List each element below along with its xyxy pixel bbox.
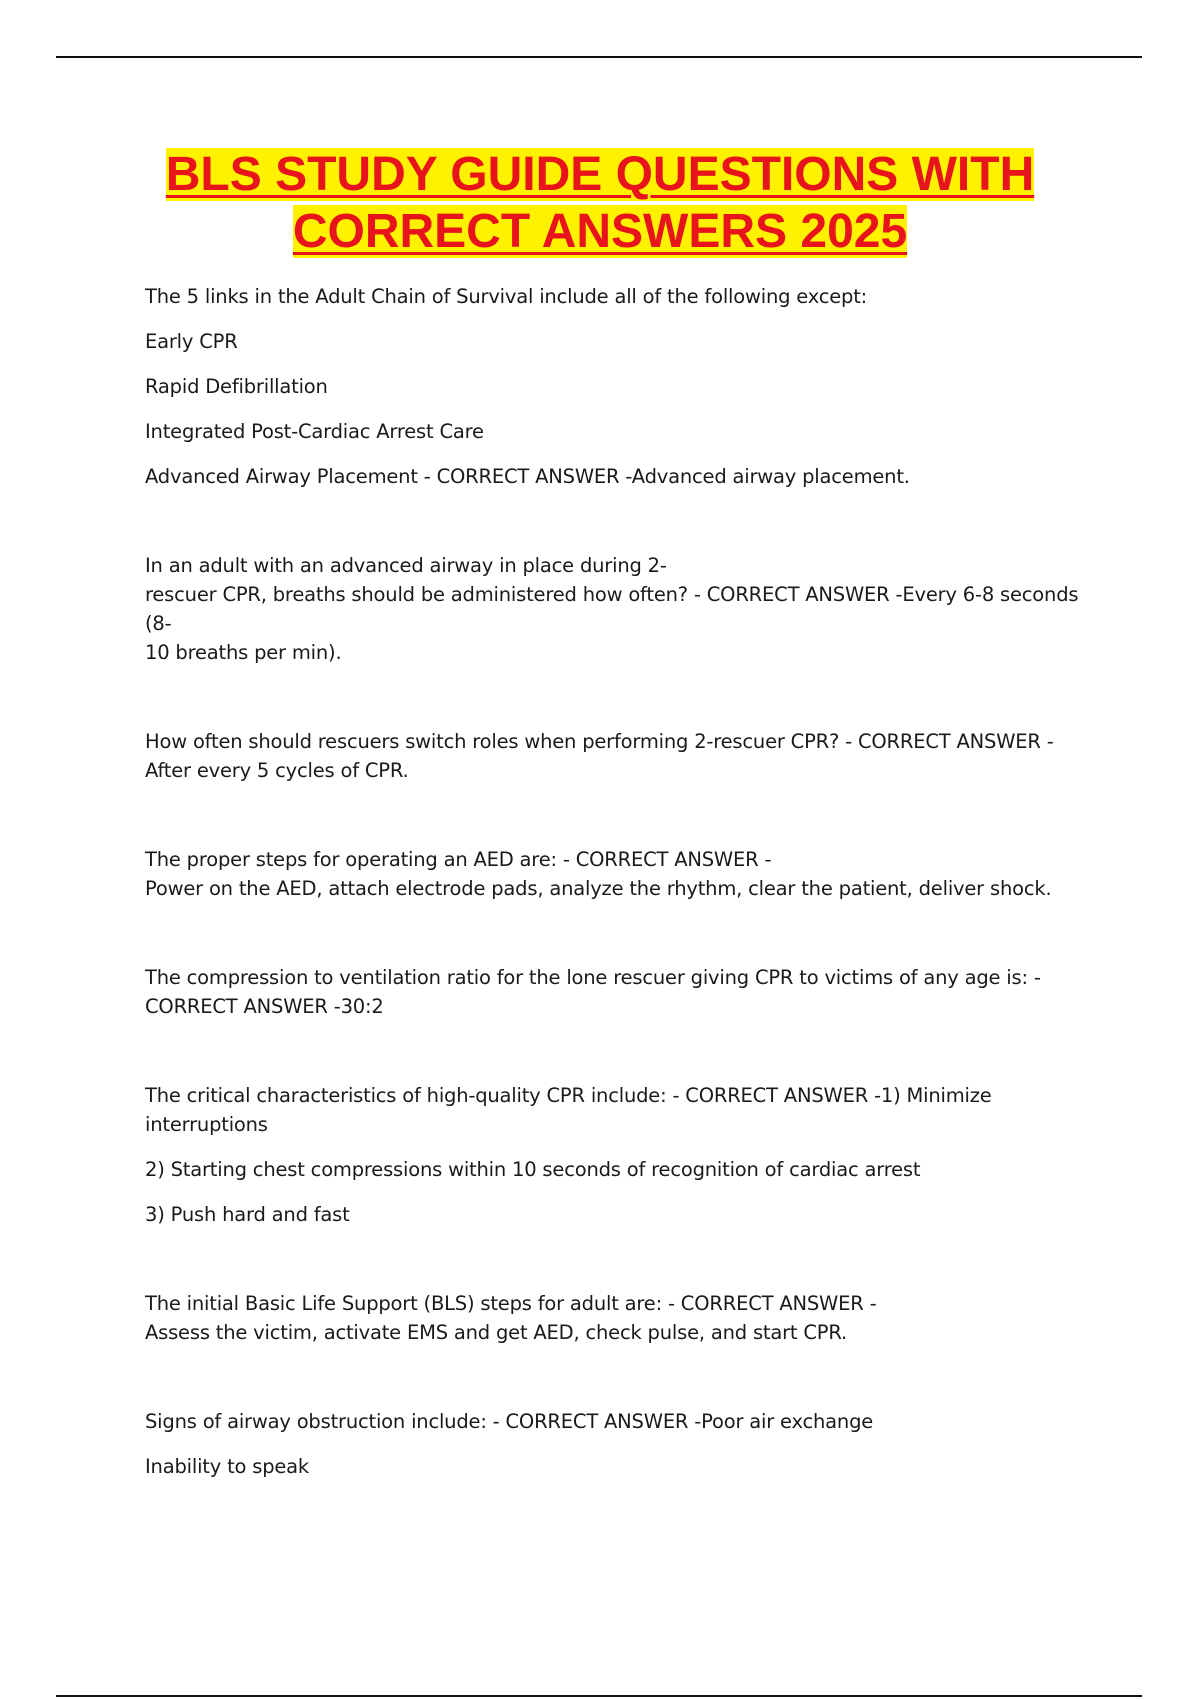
question-block-5	[145, 963, 1085, 1021]
question-text: The 5 links in the Adult Chain of Survival include all of the following except:	[145, 285, 868, 308]
question-block-8	[145, 1407, 1085, 1481]
question-answer-text: The compression to ventilation ratio for the lone rescuer giving CPR to victims of any age is: - CORRECT ANSWER -30:2	[145, 966, 1041, 1018]
answer-item: 2) Starting chest compressions within 10 seconds of recognition of cardiac arrest	[145, 1158, 921, 1181]
footer-rule	[56, 1695, 1142, 1697]
answer-item: Inability to speak	[145, 1455, 310, 1478]
document-body	[145, 282, 1085, 1541]
option-text: Early CPR	[145, 330, 238, 353]
question-block-7	[145, 1289, 1085, 1347]
answer-text: Advanced Airway Placement - CORRECT ANSWER -Advanced airway placement.	[145, 465, 910, 488]
title-line-2: CORRECT ANSWERS 2025	[292, 205, 908, 258]
title-line-1: BLS STUDY GUIDE QUESTIONS WITH	[165, 148, 1035, 201]
question-block-3	[145, 727, 1085, 785]
question-answer-text: The critical characteristics of high-quality CPR include: - CORRECT ANSWER -1) Minimize interruptions	[145, 1084, 992, 1136]
option-text: Rapid Defibrillation	[145, 375, 328, 398]
answer-item: 3) Push hard and fast	[145, 1203, 350, 1226]
question-answer-text: In an adult with an advanced airway in place during 2- rescuer CPR, breaths should be administered how often? - CORRECT ANSWER -Every 6-8 seconds (8- 10 breaths per min).	[145, 554, 1079, 664]
question-answer-text: The initial Basic Life Support (BLS) steps for adult are: - CORRECT ANSWER - Assess the victim, activate EMS and get AED, check pulse, and start CPR.	[145, 1292, 877, 1344]
question-block-1	[145, 282, 1085, 491]
question-block-4	[145, 845, 1085, 903]
document-title	[0, 146, 1200, 260]
question-block-2	[145, 551, 1085, 667]
header-rule	[56, 56, 1142, 58]
question-answer-text: How often should rescuers switch roles when performing 2-rescuer CPR? - CORRECT ANSWER - After every 5 cycles of CPR.	[145, 730, 1054, 782]
question-answer-text: Signs of airway obstruction include: - CORRECT ANSWER -Poor air exchange	[145, 1410, 874, 1433]
question-answer-text: The proper steps for operating an AED are: - CORRECT ANSWER - Power on the AED, attach electrode pads, analyze the rhythm, clear the patient, deliver shock.	[145, 848, 1052, 900]
question-block-6	[145, 1081, 1085, 1229]
option-text: Integrated Post-Cardiac Arrest Care	[145, 420, 484, 443]
